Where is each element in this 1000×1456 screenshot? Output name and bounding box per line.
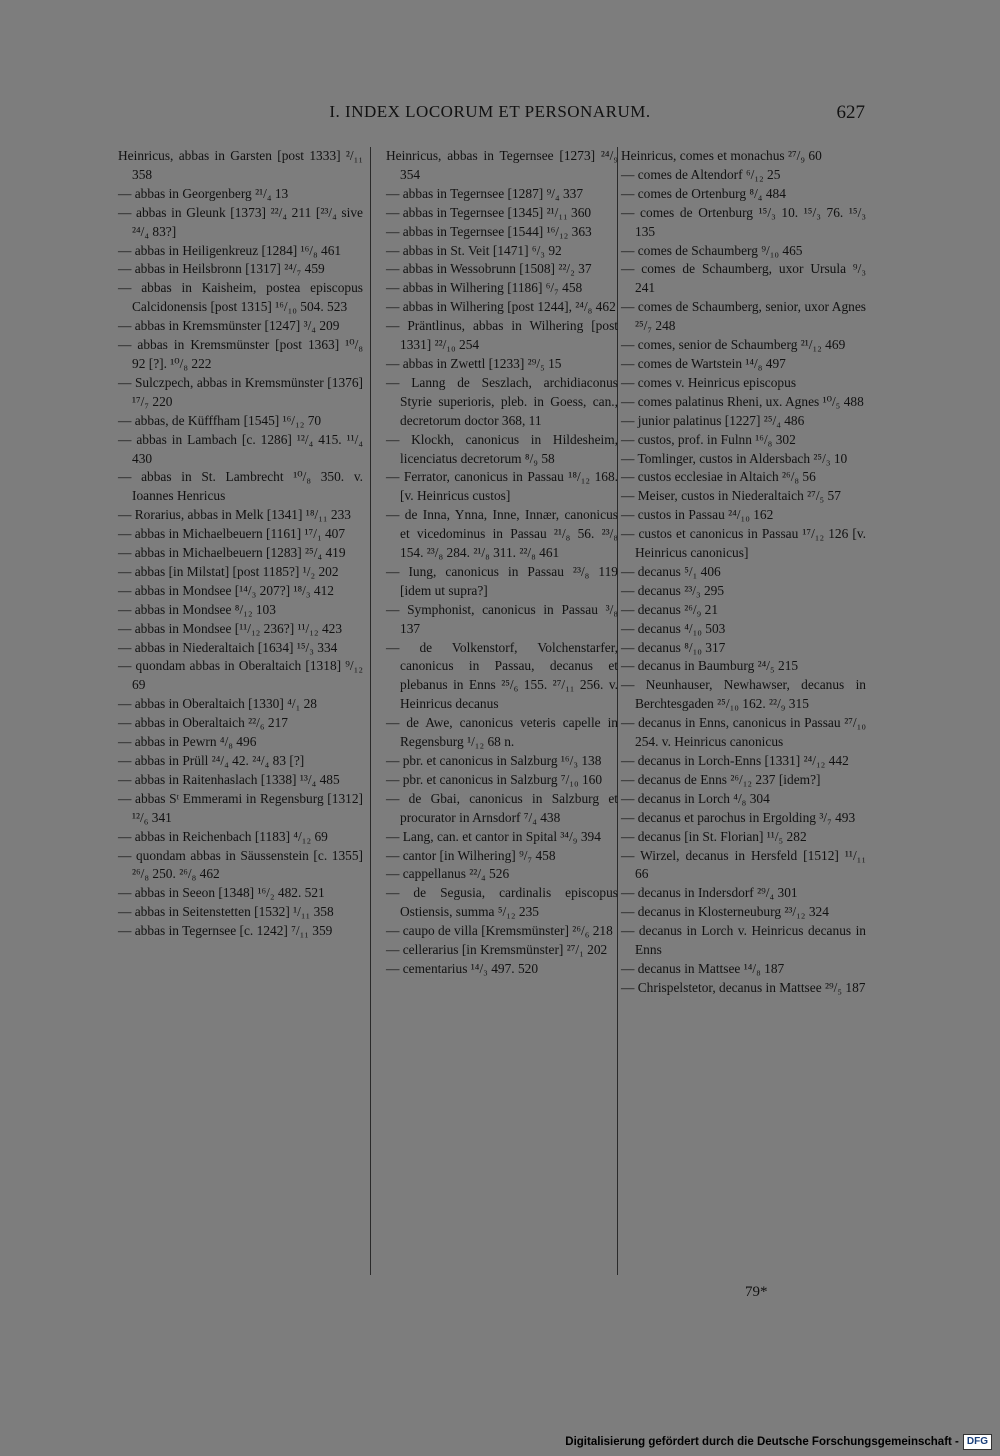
- index-entry: — Lanng de Seszlach, archidiaconus Styrie superioris, pleb. in Goess, can., decretorum doctor 368, 11: [386, 374, 618, 428]
- index-entry: — abbas in Tegernsee [1544] ¹⁶/₁₂ 363: [386, 223, 592, 239]
- index-entry: — abbas in Lambach [c. 1286] ¹²/₄ 415. ¹¹/₄ 430: [118, 431, 363, 466]
- index-entry: — de Inna, Ynna, Inne, Innær, canonicus et vicedominus in Passau ²¹/₈ 56. ²³/₈ 154. ²³/₈ 284. ²¹/₈ 311. ²²/₈ 461: [386, 507, 618, 561]
- index-entry: — abbas in St. Lambrecht ¹⁰/₈ 350. v. Ioannes Henricus: [118, 469, 363, 504]
- index-entry: — abbas in Kremsmünster [1247] ³/₄ 209: [118, 318, 340, 334]
- index-entry: — decanus in Lorch-Enns [1331] ²⁴/₁₂ 442: [621, 753, 849, 768]
- index-entry: — Symphonist, canonicus in Passau ³/₈ 137: [386, 601, 618, 636]
- footer-credit: [565, 1432, 992, 1452]
- index-entry: — cantor [in Wilhering] ⁹/₇ 458: [386, 847, 556, 863]
- index-entry: — decanus ⁸/₁₀ 317: [621, 639, 726, 655]
- index-entry: — abbas in Heiligenkreuz [1284] ¹⁶/₈ 461: [118, 242, 342, 258]
- index-entry: — custos ecclesiae in Altaich ²⁶/₈ 56: [621, 469, 816, 485]
- running-title: I. INDEX LOCORUM ET PERSONARUM.: [329, 102, 651, 121]
- index-entry: — abbas in Raitenhaslach [1338] ¹³/₄ 485: [118, 771, 340, 787]
- index-entry: — decanus in Mattsee ¹⁴/₈ 187: [621, 960, 785, 976]
- index-entry: — de Gbai, canonicus in Salzburg et procurator in Arnsdorf ⁷/₄ 438: [386, 790, 618, 825]
- index-entry: — comes de Altendorf ⁶/₁₂ 25: [621, 166, 781, 182]
- footer-text: Digitalisierung gefördert durch die Deutsche Forschungsgemeinschaft -: [565, 1436, 959, 1448]
- index-entry: — comes palatinus Rheni, ux. Agnes ¹⁰/₅ 488: [621, 393, 864, 409]
- index-entry: — decanus in Enns, canonicus in Passau ²⁷/₁₀ 254. v. Heinricus canonicus: [621, 715, 866, 750]
- index-entry: — quondam abbas in Oberaltaich [1318] ⁹/₁₂ 69: [118, 658, 363, 693]
- index-entry: — custos in Passau ²⁴/₁₀ 162: [621, 507, 774, 523]
- index-entry: — Lang, can. et cantor in Spital ³⁴/₉ 394: [386, 828, 601, 844]
- index-entry: — abbas in Wilhering [1186] ⁶/₇ 458: [386, 280, 583, 296]
- index-entry: — Iung, canonicus in Passau ²³/₈ 119 [idem ut supra?]: [386, 563, 618, 598]
- index-entry: — junior palatinus [1227] ²⁵/₄ 486: [621, 412, 805, 428]
- index-entry: — abbas in Tegernsee [c. 1242] ⁷/₁₁ 359: [118, 923, 333, 939]
- index-entry: — comes de Schaumberg ⁹/₁₀ 465: [621, 242, 803, 258]
- index-entry: — custos et canonicus in Passau ¹⁷/₁₂ 126 [v. Heinricus canonicus]: [621, 526, 866, 561]
- index-entry: — abbas in Mondsee ⁸/₁₂ 103: [118, 601, 276, 617]
- index-entry: — comes de Ortenburg ¹⁵/₃ 10. ¹⁵/₃ 76. ¹⁵/₃ 135: [621, 204, 866, 239]
- index-entry: — abbas [in Milstat] [post 1185?] ¹/₂ 202: [118, 563, 339, 579]
- index-entry: — decanus [in St. Florian] ¹¹/₅ 282: [621, 828, 807, 844]
- index-column-2: [386, 147, 618, 979]
- index-entry: — decanus ⁵/₁ 406: [621, 563, 721, 579]
- index-entry: — decanus ⁴/₁₀ 503: [621, 620, 726, 636]
- index-entry: — decanus in Lorch ⁴/₈ 304: [621, 790, 770, 806]
- index-entry: — abbas in Michaelbeuern [1283] ²⁵/₄ 419: [118, 545, 346, 561]
- index-entry: — Meiser, custos in Niederaltaich ²⁷/₅ 57: [621, 488, 841, 504]
- index-entry: — Präntlinus, abbas in Wilhering [post 1331] ²²/₁₀ 254: [386, 318, 618, 353]
- index-entry: — abbas in Pewrn ⁴/₈ 496: [118, 734, 257, 750]
- index-entry: — Wirzel, decanus in Hersfeld [1512] ¹¹/₁₁ 66: [621, 847, 866, 882]
- index-entry: — abbas Sᵗ Emmerami in Regensburg [1312] ¹²/₆ 341: [118, 790, 363, 825]
- index-entry: — caupo de villa [Kremsmünster] ²⁶/₆ 218: [386, 923, 613, 939]
- index-entry: — decanus in Klosterneuburg ²³/₁₂ 324: [621, 904, 829, 920]
- index-entry: — abbas in Seitenstetten [1532] ¹/₁₁ 358: [118, 904, 334, 920]
- index-entry: — Klockh, canonicus in Hildesheim, licenciatus decretorum ⁸/₉ 58: [386, 431, 618, 466]
- index-entry: — abbas in Wilhering [post 1244], ²⁴/₈ 462: [386, 299, 616, 315]
- index-entry: — Tomlinger, custos in Aldersbach ²⁵/₃ 10: [621, 450, 848, 466]
- signature-mark: 79*: [745, 1284, 768, 1300]
- index-entry: — abbas in Zwettl [1233] ²⁹/₅ 15: [386, 355, 562, 371]
- index-entry: — Chrispelstetor, decanus in Mattsee ²⁹/₅ 187: [621, 979, 866, 995]
- index-entry: — abbas in Mondsee [¹⁴/₃ 207?] ¹⁸/₃ 412: [118, 582, 334, 598]
- index-entry: — decanus ²³/₃ 295: [621, 582, 725, 598]
- index-entry: — abbas in Tegernsee [1345] ²¹/₁₁ 360: [386, 204, 592, 220]
- index-entry: — decanus de Enns ²⁶/₁₂ 237 [idem?]: [621, 771, 821, 787]
- index-entry: — comes de Ortenburg ⁸/₄ 484: [621, 185, 786, 201]
- index-entry: — de Volkenstorf, Volchenstarfer, canonicus in Passau, decanus et plebanus in Enns ²⁵/₆ 155. ²⁷/₁₁ 256. v. Heinricus decanus: [386, 639, 618, 712]
- index-entry: — abbas in Gleunk [1373] ²²/₄ 211 [²³/₄ sive ²⁴/₄ 83?]: [118, 204, 363, 239]
- index-entry: — abbas in Wessobrunn [1508] ²²/₂ 37: [386, 261, 592, 277]
- index-entry: — abbas in Seeon [1348] ¹⁶/₂ 482. 521: [118, 885, 325, 901]
- index-entry: — comes de Wartstein ¹⁴/₈ 497: [621, 355, 786, 371]
- index-entry: — abbas, de Küfffham [1545] ¹⁶/₁₂ 70: [118, 412, 322, 428]
- index-entry: — Sulczpech, abbas in Kremsmünster [1376] ¹⁷/₇ 220: [118, 374, 363, 409]
- index-entry: — cellerarius [in Kremsmünster] ²⁷/₁ 202: [386, 942, 608, 958]
- index-entry: — abbas in Prüll ²⁴/₄ 42. ²⁴/₄ 83 [?]: [118, 753, 305, 768]
- index-entry: — de Segusia, cardinalis episcopus Ostiensis, summa ⁵/₁₂ 235: [386, 885, 618, 920]
- index-entry: — abbas in Georgenberg ²¹/₄ 13: [118, 185, 289, 201]
- index-entry: — Ferrator, canonicus in Passau ¹⁸/₁₂ 168. [v. Heinricus custos]: [386, 469, 618, 504]
- index-column-3: [621, 147, 866, 998]
- index-entry: — decanus in Indersdorf ²⁹/₄ 301: [621, 885, 798, 901]
- index-entry: — comes de Schaumberg, uxor Ursula ⁹/₃ 241: [621, 261, 866, 296]
- index-entry: — quondam abbas in Säussenstein [c. 1355] ²⁶/₈ 250. ²⁶/₈ 462: [118, 847, 363, 882]
- index-entry: — abbas in Niederaltaich [1634] ¹⁵/₃ 334: [118, 639, 338, 655]
- index-entry: — abbas in Tegernsee [1287] ⁹/₄ 337: [386, 185, 584, 201]
- page-number: 627: [836, 102, 865, 123]
- index-column-1: [118, 147, 363, 941]
- index-entry: — custos, prof. in Fulnn ¹⁶/₈ 302: [621, 431, 796, 447]
- index-entry: — comes v. Heinricus episcopus: [621, 374, 797, 390]
- index-entry: — decanus in Lorch v. Heinricus decanus in Enns: [621, 923, 866, 958]
- index-entry: Heinricus, abbas in Garsten [post 1333] ²/₁₁ 358: [118, 148, 363, 182]
- index-entry: Heinricus, comes et monachus ²⁷/₉ 60: [621, 148, 822, 163]
- column-divider: [370, 147, 371, 1275]
- index-entry: — comes, senior de Schaumberg ²¹/₁₂ 469: [621, 337, 846, 353]
- index-entry: — abbas in Michaelbeuern [1161] ¹⁷/₁ 407: [118, 526, 346, 542]
- index-entry: — abbas in Oberaltaich ²²/₆ 217: [118, 715, 288, 731]
- index-entry: — abbas in Mondsee [¹¹/₁₂ 236?] ¹¹/₁₂ 423: [118, 620, 343, 636]
- index-entry: — pbr. et canonicus in Salzburg ¹⁶/₃ 138: [386, 753, 602, 768]
- index-entry: — decanus et parochus in Ergolding ³/₇ 493: [621, 809, 856, 825]
- index-entry: — abbas in Kremsmünster [post 1363] ¹⁰/₈ 92 [?]. ¹⁰/₈ 222: [118, 337, 363, 371]
- index-entry: — abbas in Heilsbronn [1317] ²⁴/₇ 459: [118, 261, 325, 277]
- index-entry: — abbas in Oberaltaich [1330] ⁴/₁ 28: [118, 696, 317, 712]
- index-entry: — decanus ²⁶/₉ 21: [621, 601, 719, 617]
- index-entry: — cappellanus ²²/₄ 526: [386, 866, 510, 882]
- index-entry: — decanus in Baumburg ²⁴/₅ 215: [621, 658, 799, 674]
- index-entry: — cementarius ¹⁴/₃ 497. 520: [386, 960, 539, 976]
- index-entry: — Rorarius, abbas in Melk [1341] ¹⁸/₁₁ 233: [118, 507, 351, 523]
- index-entry: — de Awe, canonicus veteris capelle in Regensburg ¹/₁₂ 68 n.: [386, 715, 618, 750]
- index-entry: — Neunhauser, Newhawser, decanus in Berchtesgaden ²⁵/₁₀ 162. ²²/₉ 315: [621, 677, 866, 712]
- index-entry: — abbas in St. Veit [1471] ⁶/₃ 92: [386, 242, 562, 258]
- index-entry: Heinricus, abbas in Tegernsee [1273] ²⁴/₉ 354: [386, 148, 618, 182]
- page-header: [115, 102, 865, 126]
- index-entry: — comes de Schaumberg, senior, uxor Agnes ²⁵/₇ 248: [621, 299, 866, 334]
- index-entry: — pbr. et canonicus in Salzburg ⁷/₁₀ 160: [386, 771, 603, 787]
- dfg-logo: DFG: [963, 1434, 992, 1450]
- index-entry: — abbas in Reichenbach [1183] ⁴/₁₂ 69: [118, 828, 328, 844]
- index-entry: — abbas in Kaisheim, postea episcopus Calcidonensis [post 1315] ¹⁶/₁₀ 504. 523: [118, 280, 363, 315]
